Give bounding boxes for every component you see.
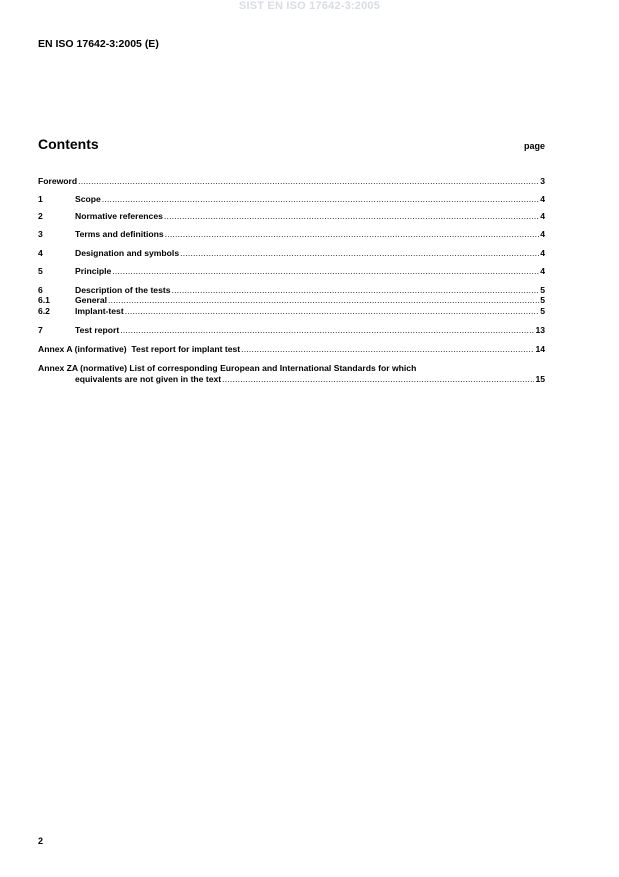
toc-entry-principle[interactable] (38, 266, 545, 277)
toc-entry-number: 5 (38, 266, 43, 276)
toc-entry-title: Annex A (informative) Test report for implant test (38, 344, 241, 354)
toc-entry-title: Principle (75, 266, 112, 276)
toc-leader-dots (78, 176, 539, 187)
toc-entry-implant-test[interactable] (38, 306, 545, 317)
toc-entry-title: Annex ZA (normative) List of corresponding European and International Standards for which (38, 363, 417, 373)
document-id-header: EN ISO 17642-3:2005 (E) (38, 38, 159, 50)
page-column-label: page (523, 141, 545, 151)
toc-entry-number: 4 (38, 248, 43, 258)
toc-entry-number: 3 (38, 229, 43, 239)
toc-entry-page: 14 (535, 344, 545, 354)
toc-entry-page: 4 (540, 194, 545, 204)
toc-leader-dots (102, 194, 539, 205)
toc-entry-annex-a[interactable] (38, 344, 545, 355)
toc-entry-foreword[interactable] (38, 176, 545, 187)
toc-entry-page: 13 (535, 325, 545, 335)
toc-entry-title: equivalents are not given in the text (75, 374, 222, 384)
toc-leader-dots (180, 248, 539, 259)
toc-leader-dots (241, 344, 534, 355)
toc-leader-dots (125, 306, 540, 317)
toc-entry-title: Terms and definitions (75, 229, 164, 239)
toc-entry-title: Foreword (38, 176, 78, 186)
toc-entry-number: 2 (38, 211, 43, 221)
toc-entry-title: Designation and symbols (75, 248, 180, 258)
toc-leader-dots (222, 374, 534, 385)
toc-leader-dots (165, 229, 540, 240)
toc-entry-page: 5 (540, 306, 545, 316)
toc-entry-general[interactable] (38, 295, 545, 306)
toc-entry-title: General (75, 295, 108, 305)
toc-entry-page: 4 (540, 229, 545, 239)
toc-entry-page: 15 (535, 374, 545, 384)
toc-entry-page: 5 (540, 295, 545, 305)
toc-entry-number: 6.2 (38, 306, 50, 316)
page-number: 2 (38, 836, 44, 846)
toc-entry-page: 4 (540, 248, 545, 258)
toc-entry-number: 1 (38, 194, 43, 204)
toc-entry-title: Description of the tests (75, 285, 171, 295)
toc-leader-dots (108, 295, 539, 306)
toc-entry-designation-and-symbols[interactable] (38, 248, 545, 259)
toc-entry-test-report[interactable] (38, 325, 545, 336)
toc-entry-title: Scope (75, 194, 101, 204)
toc-entry-terms-and-definitions[interactable] (38, 229, 545, 240)
toc-entry-normative-references[interactable] (38, 211, 545, 222)
toc-entry-annex-za-line2[interactable] (75, 374, 545, 385)
toc-entry-page: 5 (540, 285, 545, 295)
watermark: SIST EN ISO 17642-3:2005 (238, 0, 381, 12)
toc-leader-dots (120, 325, 534, 336)
toc-entry-page: 3 (540, 176, 545, 186)
toc-entry-number: 6.1 (38, 295, 50, 305)
toc-entry-page: 4 (540, 266, 545, 276)
toc-leader-dots (164, 211, 539, 222)
toc-entry-title: Test report (75, 325, 120, 335)
toc-entry-page: 4 (540, 211, 545, 221)
toc-entry-title: Normative references (75, 211, 163, 221)
toc-leader-dots (112, 266, 539, 277)
toc-entry-scope[interactable] (38, 194, 545, 205)
toc-entry-annex-za-line1[interactable] (38, 363, 545, 374)
toc-entry-number: 6 (38, 285, 43, 295)
toc-entry-title: Implant-test (75, 306, 124, 316)
toc-entry-number: 7 (38, 325, 43, 335)
contents-heading: Contents (38, 136, 99, 152)
